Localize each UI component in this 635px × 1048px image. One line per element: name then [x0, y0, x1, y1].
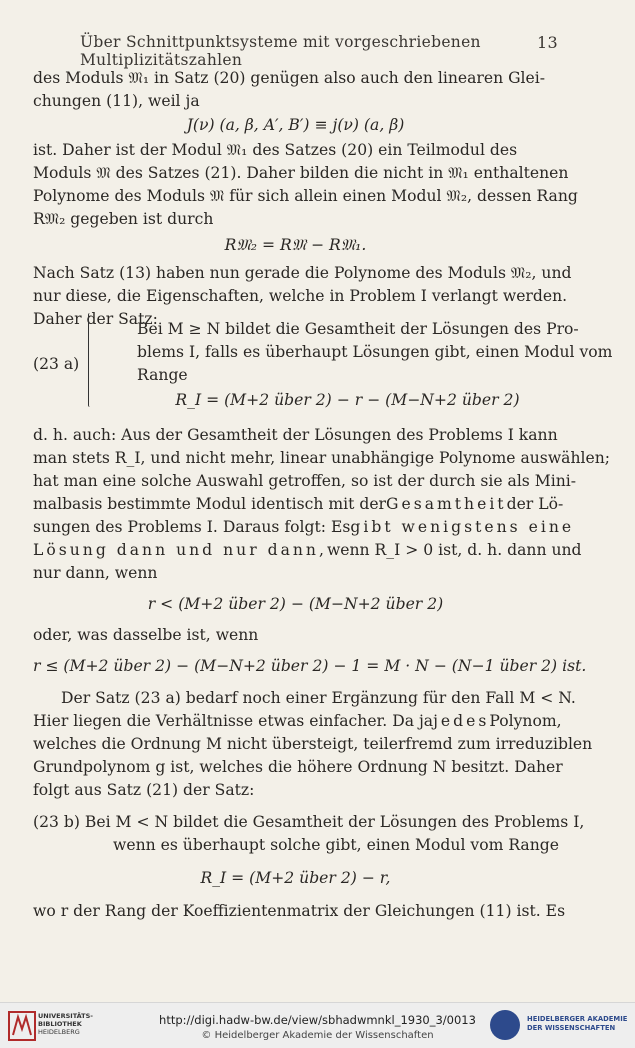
running-title: Über Schnittpunktsysteme mit vorgeschriebenen Multiplizitätszahlen: [80, 33, 481, 69]
text-line: [33, 539, 582, 562]
emphasis-text: Gesamtheit: [386, 495, 507, 513]
text-line: des Moduls 𝔐₁ in Satz (20) genügen also auch den linearen Glei-: [33, 69, 545, 87]
emphasis-text: jedes: [433, 712, 490, 730]
theorem-23b-line: (23 b) Bei M < N bildet die Gesamtheit der Lösungen des Problems I,: [33, 813, 585, 831]
text-line: Polynome des Moduls 𝔐 für sich allein einen Modul 𝔐₂, dessen Rang: [33, 187, 578, 205]
academy-name: HEIDELBERGER AKADEMIE DER WISSENSCHAFTEN: [527, 1015, 628, 1032]
text-line: Der Satz (23 a) bedarf noch einer Ergänzung für den Fall M < N.: [61, 689, 576, 707]
running-header: [80, 33, 558, 69]
text-line: Moduls 𝔐 des Satzes (21). Daher bilden die nicht in 𝔐₁ enthaltenen: [33, 164, 569, 182]
text-line: folgt aus Satz (21) der Satz:: [33, 781, 255, 799]
text-line: chungen (11), weil ja: [33, 92, 200, 110]
text-line: hat man eine solche Auswahl getroffen, so ist der durch sie als Mini-: [33, 472, 577, 490]
text-segment: der Lö-: [506, 495, 564, 513]
text-line: blems I, falls es überhaupt Lösungen gibt, einen Modul vom: [137, 343, 613, 361]
viewer-footer: [0, 1002, 635, 1048]
text-line: [33, 493, 564, 516]
formula-congruence: J(ν) (a, β, A′, B′) ≡ j(ν) (a, β): [186, 116, 405, 134]
theorem-23b-line: wenn es überhaupt solche gibt, einen Modul vom Range: [113, 836, 559, 854]
text-line: ist. Daher ist der Modul 𝔐₁ des Satzes (20) ein Teilmodul des: [33, 141, 518, 159]
formula-23a: R_I = (M+2 über 2) − r − (M−N+2 über 2): [175, 391, 520, 409]
theorem-label-23a: (23 a): [33, 355, 80, 373]
text-line: [33, 710, 562, 733]
text-line: oder, was dasselbe ist, wenn: [33, 626, 259, 644]
text-line: nur dann, wenn: [33, 564, 158, 582]
theorem-brace: [88, 313, 99, 407]
page-number: 13: [537, 33, 558, 52]
permalink-url[interactable]: http://digi.hadw-bw.de/view/sbhadwmnkl_1930_3/0013: [159, 1013, 476, 1027]
text-line: nur diese, die Eigenschaften, welche in Problem I verlangt werden.: [33, 287, 568, 305]
text-segment: Polynom,: [489, 712, 562, 730]
text-line: wo r der Rang der Koeffizientenmatrix der Gleichungen (11) ist. Es: [33, 902, 566, 920]
text-line: Range: [137, 366, 188, 384]
text-line: Daher der Satz:: [33, 310, 158, 328]
university-library-name: UNIVERSITÄTS- BIBLIOTHEK HEIDELBERG: [38, 1012, 93, 1036]
text-line: Nach Satz (13) haben nun gerade die Polynome des Moduls 𝔐₂, und: [33, 264, 572, 282]
copyright-notice: © Heidelberger Akademie der Wissenschaften: [201, 1030, 434, 1041]
formula-rank: R𝔐₂ = R𝔐 − R𝔐₁.: [224, 236, 367, 254]
text-line: man stets R_I, und nicht mehr, linear unabhängige Polynome auswählen;: [33, 449, 611, 467]
paragraph-3: [33, 687, 593, 923]
academy-logo-icon: [490, 1010, 520, 1040]
text-line: [33, 516, 575, 539]
formula-condition-equivalent: r ≤ (M+2 über 2) − (M−N+2 über 2) − 1 = M · N − (N−1 über 2) ist.: [33, 657, 587, 675]
formula-23b: R_I = (M+2 über 2) − r,: [200, 869, 391, 887]
text-segment: sungen des Problems I. Daraus folgt: Es: [33, 518, 351, 536]
text-line: Bei M ≥ N bildet die Gesamtheit der Lösungen des Pro-: [137, 320, 579, 338]
text-line: d. h. auch: Aus der Gesamtheit der Lösungen des Problems I kann: [33, 426, 558, 444]
theorem-23a: [137, 318, 613, 412]
text-segment: malbasis bestimmte Modul identisch mit der: [33, 495, 387, 513]
text-line: R𝔐₂ gegeben ist durch: [33, 210, 214, 228]
emphasis-text: Lösung dann und nur dann,: [33, 541, 327, 559]
text-line: welches die Ordnung M nicht übersteigt, teilerfremd zum irreduziblen: [33, 735, 593, 753]
text-segment: Hier liegen die Verhältnisse etwas einfacher. Da ja: [33, 712, 434, 730]
text-segment: wenn R_I > 0 ist, d. h. dann und: [326, 541, 582, 559]
text-line: Grundpolynom g ist, welches die höhere Ordnung N besitzt. Daher: [33, 758, 563, 776]
emphasis-text: gibt wenigstens eine: [350, 518, 575, 536]
paragraph-1: [33, 67, 578, 331]
paragraph-2: [33, 424, 611, 688]
formula-condition: r < (M+2 über 2) − (M−N+2 über 2): [147, 595, 444, 613]
